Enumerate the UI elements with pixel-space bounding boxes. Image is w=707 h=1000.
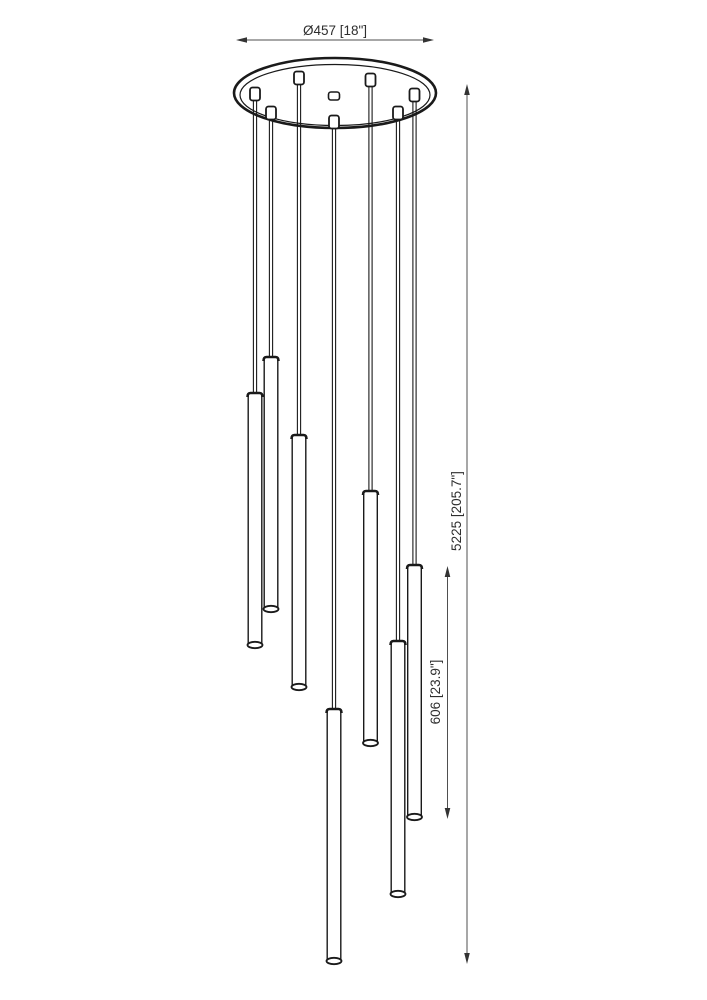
- pendant-tube: [248, 393, 263, 648]
- tube-bottom-cap: [248, 642, 263, 648]
- tube-bottom-cap: [292, 684, 307, 690]
- cord-grip: [393, 107, 403, 120]
- pendant-tube: [363, 491, 378, 746]
- tube-bottom-cap: [391, 891, 406, 897]
- pendant-tube: [264, 357, 279, 612]
- dimension-arrow-left: [236, 37, 247, 43]
- tube-bottom-cap: [363, 740, 378, 746]
- dimension-arrow-up: [464, 84, 470, 95]
- cord-grip: [294, 72, 304, 85]
- pendant-tube: [391, 641, 406, 897]
- dimension-arrow-right: [423, 37, 434, 43]
- pendant-1: [248, 88, 263, 649]
- pendant-3: [292, 72, 307, 691]
- dimension-arrow-down: [445, 808, 451, 819]
- overall-height-dimension: [449, 84, 470, 964]
- diameter-dimension-label: Ø457 [18"]: [302, 23, 368, 38]
- cord-grip: [266, 107, 276, 120]
- tube-bottom-cap: [327, 958, 342, 964]
- diameter-dimension: [236, 23, 434, 43]
- tube-bottom-cap: [407, 814, 422, 820]
- cord-grip: [410, 89, 420, 102]
- pendant-tube: [327, 709, 342, 964]
- dimension-arrow-down: [464, 953, 470, 964]
- dimension-arrow-up: [445, 566, 451, 577]
- tube-dimension-label: 606 [23.9"]: [428, 659, 443, 725]
- pendant-5: [363, 74, 378, 747]
- pendant-2: [264, 107, 279, 613]
- pendants-group: [248, 72, 423, 965]
- tube-bottom-cap: [264, 606, 279, 612]
- pendant-7: [407, 89, 422, 821]
- pendant-4: [327, 116, 342, 965]
- pendant-tube: [407, 565, 422, 820]
- overall-dimension-label: 5225 [205.7"]: [449, 471, 464, 551]
- pendant-6: [391, 107, 406, 898]
- pendant-tube: [292, 435, 307, 690]
- tube-length-dimension: [428, 566, 450, 819]
- cord-grip: [250, 88, 260, 101]
- cord-grip: [366, 74, 376, 87]
- cord-grip: [329, 116, 339, 129]
- center-mount-nipple: [329, 92, 340, 100]
